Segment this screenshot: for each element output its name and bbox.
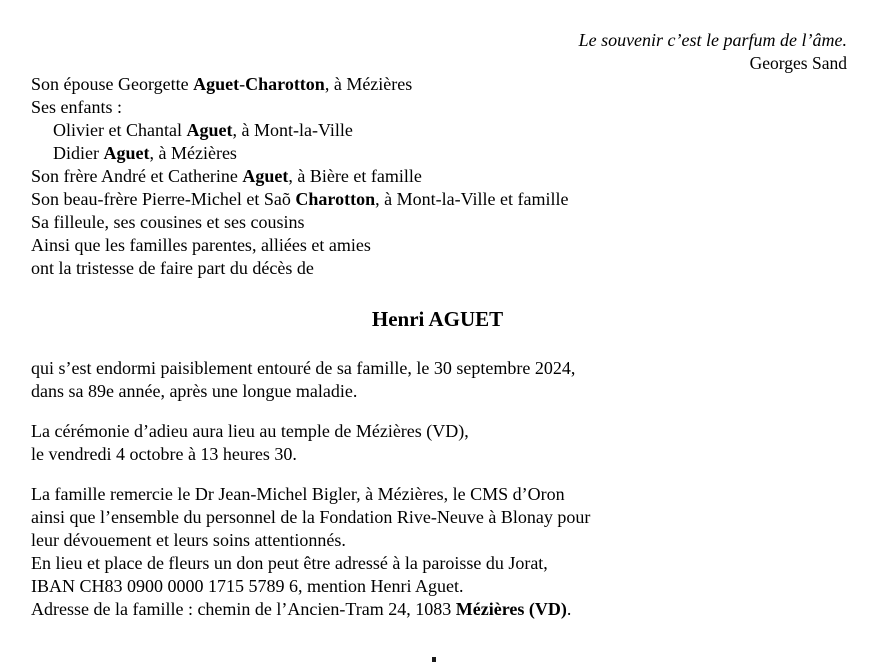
paragraph-thanks-and-address bbox=[31, 483, 590, 621]
text-segment: La famille remercie le Dr Jean-Michel Bigler, à Mézières, le CMS d’Oron bbox=[31, 484, 565, 504]
family-line bbox=[31, 96, 568, 119]
text-segment: Charotton bbox=[245, 74, 325, 94]
family-line bbox=[31, 119, 568, 142]
text-segment: , à Mézières bbox=[149, 143, 237, 163]
text-segment: , à Mont-la-Ville bbox=[232, 120, 353, 140]
text-segment: , à Bière et famille bbox=[288, 166, 422, 186]
body-line bbox=[31, 598, 590, 621]
family-line bbox=[31, 188, 568, 211]
text-segment: Son épouse Georgette bbox=[31, 74, 194, 94]
text-segment: Aguet bbox=[193, 74, 240, 94]
text-segment: IBAN CH83 0900 0000 1715 5789 6, mention Henri Aguet. bbox=[31, 576, 464, 596]
body-line bbox=[31, 380, 575, 403]
text-segment: Aguet bbox=[103, 143, 150, 163]
text-segment: Sa filleule, ses cousines et ses cousins bbox=[31, 212, 305, 232]
body-line bbox=[31, 575, 590, 598]
family-line bbox=[31, 165, 568, 188]
paragraph-ceremony bbox=[31, 420, 469, 466]
text-segment: Son beau-frère Pierre-Michel et Saõ bbox=[31, 189, 296, 209]
text-segment: Ainsi que les familles parentes, alliées et amies bbox=[31, 235, 371, 255]
text-segment: dans sa 89e année, après une longue maladie. bbox=[31, 381, 358, 401]
family-line bbox=[31, 142, 568, 165]
epigraph-quote: Le souvenir c’est le parfum de l’âme. bbox=[578, 30, 847, 50]
text-segment: le vendredi 4 octobre à 13 heures 30. bbox=[31, 444, 297, 464]
text-segment: La cérémonie d’adieu aura lieu au temple de Mézières (VD), bbox=[31, 421, 469, 441]
text-segment: En lieu et place de fleurs un don peut être adressé à la paroisse du Jorat, bbox=[31, 553, 548, 573]
text-segment: leur dévouement et leurs soins attentionnés. bbox=[31, 530, 346, 550]
body-line bbox=[31, 357, 575, 380]
body-line bbox=[31, 483, 590, 506]
body-line bbox=[31, 506, 590, 529]
body-line bbox=[31, 552, 590, 575]
body-line bbox=[31, 443, 469, 466]
body-line bbox=[31, 420, 469, 443]
paragraph-death-announcement bbox=[31, 357, 575, 403]
epigraph bbox=[579, 29, 847, 75]
text-segment: Aguet bbox=[242, 166, 289, 186]
text-segment: , à Mont-la-Ville et famille bbox=[375, 189, 569, 209]
text-segment: Ses enfants : bbox=[31, 97, 122, 117]
text-segment: ainsi que l’ensemble du personnel de la Fondation Rive-Neuve à Blonay pour bbox=[31, 507, 591, 527]
text-segment: - bbox=[239, 74, 246, 94]
text-segment: Son frère André et Catherine bbox=[31, 166, 243, 186]
cutoff-partial-glyph bbox=[432, 657, 436, 662]
epigraph-author: Georges Sand bbox=[749, 53, 847, 73]
text-segment: Olivier et Chantal bbox=[53, 120, 187, 140]
text-segment: Aguet bbox=[186, 120, 233, 140]
family-line bbox=[31, 234, 568, 257]
deceased-name: Henri AGUET bbox=[371, 307, 504, 331]
family-line bbox=[31, 73, 568, 96]
text-segment: . bbox=[566, 599, 572, 619]
text-segment: ont la tristesse de faire part du décès de bbox=[31, 258, 314, 278]
family-line bbox=[31, 211, 568, 234]
text-segment: Didier bbox=[53, 143, 104, 163]
text-segment: qui s’est endormi paisiblement entouré de sa famille, le 30 septembre 2024, bbox=[31, 358, 576, 378]
text-segment: Mézières (VD) bbox=[455, 599, 567, 619]
family-line bbox=[31, 257, 568, 280]
family-list bbox=[31, 73, 568, 280]
text-segment: , à Mézières bbox=[324, 74, 413, 94]
text-segment: Adresse de la famille : chemin de l’Ancien-Tram 24, 1083 bbox=[31, 599, 456, 619]
text-segment: Charotton bbox=[295, 189, 376, 209]
body-line bbox=[31, 529, 590, 552]
